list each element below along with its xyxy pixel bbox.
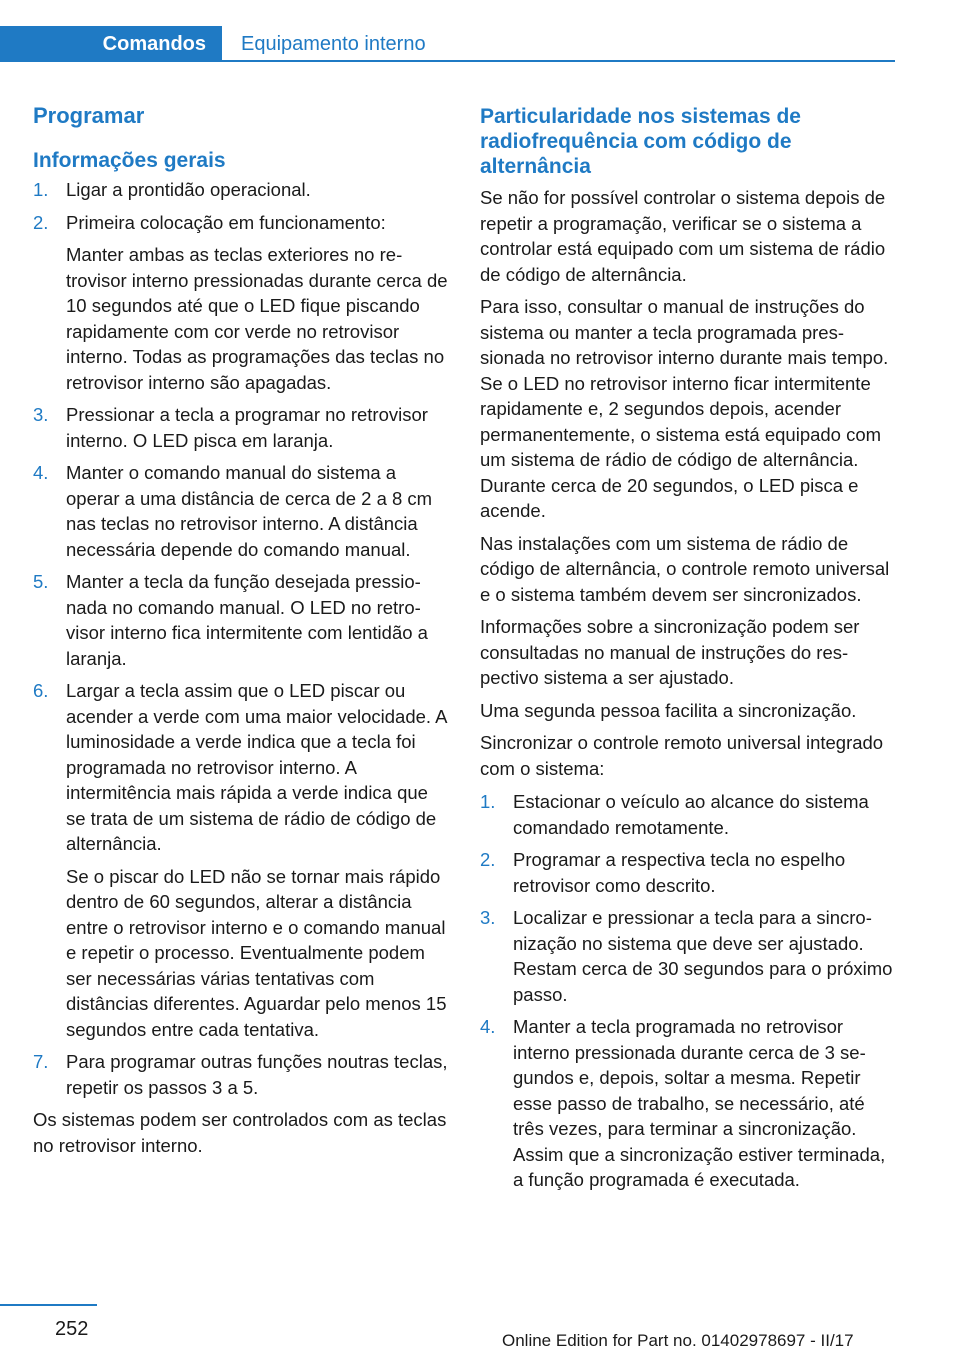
step-text: Pressionar a tecla a programar no retrovisor interno. O LED pisca em laranja.	[66, 404, 428, 451]
step-number: 3.	[33, 404, 49, 425]
step-number: 4.	[33, 462, 49, 483]
page-number: 252	[55, 1318, 89, 1340]
step-text: Programar a respectiva tecla no espelho retrovisor como descrito.	[513, 849, 846, 896]
list-item	[480, 1014, 895, 1193]
right-column	[480, 96, 895, 1200]
list-item	[33, 177, 448, 203]
footer-divider	[0, 1304, 97, 1306]
step-text: Para programar outras funções noutras teclas, repetir os passos 3 a 5.	[66, 1051, 448, 1098]
section-heading: Particularidade nos sistemas de radiofrequência com código de alternância	[480, 105, 801, 178]
step-text: Primeira colocação em funcionamento:	[66, 211, 386, 233]
list-item	[33, 210, 448, 396]
step-text: Ligar a prontidão operacional.	[66, 179, 311, 200]
step-text: Largar a tecla assim que o LED piscar ou acender a verde com uma maior velocidade. A luminosidade a verde indica que a tecla foi programada no retrovisor interno. A intermitência mais rápida a verde indica que se trata de um sistema de rádio de código de alternância.	[66, 680, 447, 854]
list-item	[480, 905, 895, 1007]
left-column	[33, 96, 448, 1165]
paragraph: Informações sobre a sincronização podem ser consultadas no manual de instruções do respectivo sistema a ser ajustado.	[480, 616, 860, 688]
step-text: Manter a tecla da função desejada pressionada no comando manual. O LED no retrovisor interno fica intermitente com lentidão a laranja.	[66, 571, 428, 669]
section-title: Programar	[33, 103, 145, 128]
step-extra-text: Se o piscar do LED não se tornar mais rápido dentro de 60 segundos, alterar a distância entre o retrovisor interno e o comando manual e repetir o processo. Eventualmente podem ser necessárias várias tentativas com distâncias diferentes. Aguardar pelo menos 15 segundos entre cada tentativa.	[66, 865, 447, 1040]
step-extra-text: Manter ambas as teclas exteriores no retrovisor interno pressionadas durante cerca de 10 segundos até que o LED fique piscando rapidamente com cor verde no retrovisor interno. Todas as programações das teclas no retrovisor interno são apagadas.	[66, 244, 448, 393]
step-text: Manter o comando manual do sistema a operar a uma distância de cerca de 2 a 8 cm nas teclas no retrovisor interno. A distância necessária depende do comando manual.	[66, 462, 433, 560]
closing-paragraph: Os sistemas podem ser controlados com as teclas no retrovisor interno.	[33, 1109, 447, 1156]
step-number: 2.	[33, 211, 49, 233]
step-text: Estacionar o veículo ao alcance do sistema comandado remotamente.	[513, 791, 869, 838]
paragraph: Uma segunda pessoa facilita a sincronização.	[480, 699, 857, 721]
step-number: 7.	[33, 1051, 49, 1072]
step-number: 5.	[33, 571, 49, 592]
step-number: 2.	[480, 849, 496, 870]
step-number: 1.	[33, 179, 49, 200]
list-item	[33, 569, 448, 671]
list-item	[33, 1049, 448, 1100]
list-item	[33, 678, 448, 1042]
paragraph: Nas instalações com um sistema de rádio de código de alternância, o controle remoto universal e o sistema também devem ser sincronizados.	[480, 532, 890, 605]
paragraph: Sincronizar o controle remoto universal integrado com o sistema:	[480, 732, 884, 779]
step-number: 3.	[480, 907, 496, 928]
list-item	[480, 789, 895, 840]
step-number: 4.	[480, 1016, 496, 1037]
tab-equipamento-interno[interactable]: Equipamento interno	[241, 33, 426, 55]
step-text: Localizar e pressionar a tecla para a sincronização no sistema que deve ser ajustado. Restam cerca de 30 segundos para o próximo passo.	[513, 907, 893, 1005]
list-item	[33, 460, 448, 562]
list-item	[33, 402, 448, 453]
step-number: 6.	[33, 680, 49, 701]
paragraph: Para isso, consultar o manual de instruções do sistema ou manter a tecla programada pressionada no retrovisor interno durante mais tempo. Se o LED no retrovisor interno ficar intermitente rapidamente e, 2 segundos depois, acender permanentemente, o sistema está equipado com um sistema de rádio de código de alternância. Durante cerca de 20 segundos, o LED pisca e acende.	[480, 296, 889, 521]
list-item	[480, 847, 895, 898]
step-number: 1.	[480, 791, 496, 812]
tab-comandos[interactable]: Comandos	[0, 26, 222, 62]
header-bar	[0, 26, 895, 62]
section-subtitle: Informações gerais	[33, 149, 226, 172]
sync-steps-list	[480, 789, 895, 1193]
edition-note: Online Edition for Part no. 01402978697 - II/17	[502, 1331, 854, 1350]
paragraph: Se não for possível controlar o sistema depois de repetir a programação, verificar se o sistema a controlar está equipado com um sistema de rádio de código de alternância.	[480, 187, 886, 285]
steps-list	[33, 177, 448, 1100]
step-text: Manter a tecla programada no retrovisor interno pressionada durante cerca de 3 segundos e, depois, soltar a mesma. Repetir esse passo de trabalho, se necessário, até três vezes, para terminar a sincronização. Assim que a sincronização estiver terminada, a função programada é executada.	[513, 1016, 886, 1190]
